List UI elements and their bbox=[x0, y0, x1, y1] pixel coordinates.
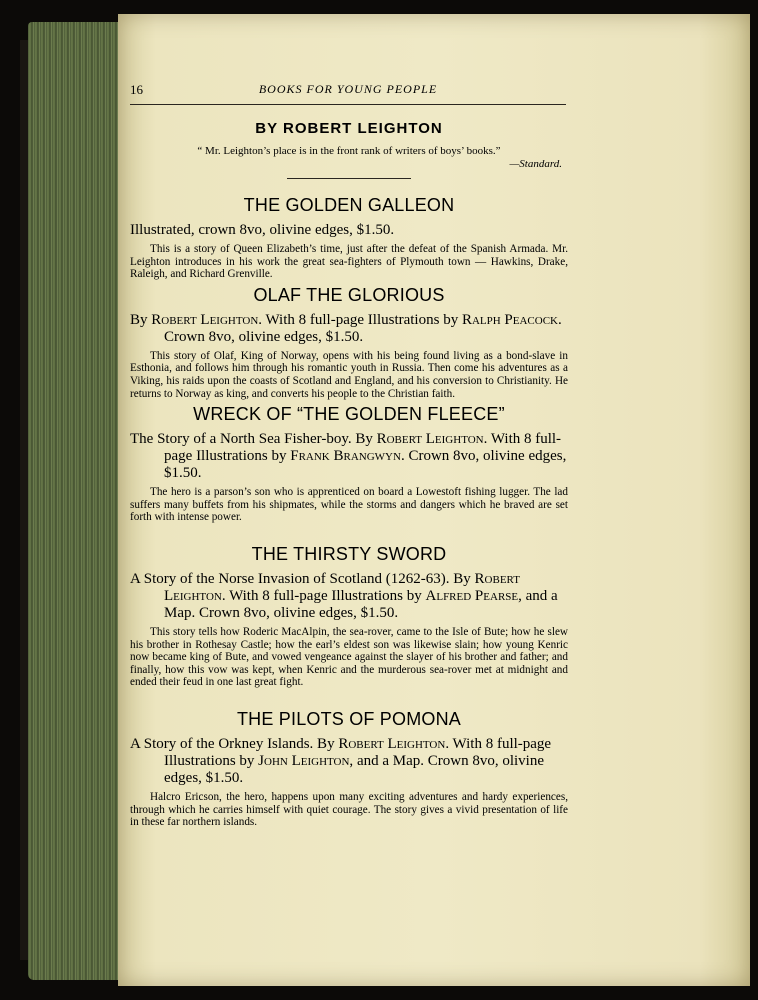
book-details: Illustrated, crown 8vo, olivine edges, $1.50. bbox=[130, 222, 395, 238]
author-quote: “ Mr. Leighton’s place is in the front rank of writers of boys’ books.” bbox=[197, 145, 501, 157]
book-description: The hero is a parson’s son who is apprenticed on board a Lowestoft fishing lugger. The lad suffers many buffets from his shipmates, while the storms and dangers which he braved are set forth with intense power. bbox=[130, 486, 568, 524]
book-description: This story of Olaf, King of Norway, opens with his being found living as a bond-slave in Esthonia, and follows him through his romantic youth in Russia. Then come his adventures as a Viking, his raids upon the coasts of Scotland and England, and his conversion to Christianity. He returns to Norway as king, and converts his people to the Christian faith. bbox=[130, 349, 568, 400]
book-entry bbox=[130, 544, 568, 689]
book-description: This is a story of Queen Elizabeth’s time, just after the defeat of the Spanish Armada. Mr. Leighton introduces in his work the great sea-fighters of Plymouth town — Hawkins, Drake, Raleigh, and Richard Grenville. bbox=[130, 243, 568, 281]
page-number: 16 bbox=[130, 82, 143, 97]
author-name: Robert Leighton. bbox=[376, 431, 488, 448]
details-mid: With 8 full-page Illustrations by bbox=[225, 587, 426, 604]
illustrator-name: Alfred Pearse, bbox=[425, 587, 522, 604]
page-header bbox=[130, 82, 566, 105]
details-by: By bbox=[130, 311, 148, 328]
illustrator-name: Ralph Peacock. bbox=[461, 311, 562, 328]
details-mid: With 8 full-page Illustrations by bbox=[262, 311, 462, 328]
details-mid: With 8 full-page Illustrations by bbox=[164, 431, 562, 465]
book-title: THE THIRSTY SWORD bbox=[251, 543, 447, 564]
illustrator-name: John Leighton, bbox=[258, 752, 354, 769]
details-end: Crown 8vo, olivine edges, $1.50. bbox=[164, 328, 364, 345]
page-content bbox=[130, 120, 568, 829]
book-description: Halcro Ericson, the hero, happens upon many exciting adventures and hardy experiences, through which he carries himself with quiet courage. The story gives a vivid presentation of life in these far northern islands. bbox=[130, 790, 568, 829]
running-head: BOOKS FOR YOUNG PEOPLE bbox=[258, 82, 438, 96]
book-title: THE PILOTS OF POMONA bbox=[236, 708, 462, 729]
book-title: THE GOLDEN GALLEON bbox=[243, 195, 455, 215]
details-mid: With 8 full-page Illustrations by bbox=[164, 735, 552, 769]
book-title: OLAF THE GLORIOUS bbox=[253, 284, 445, 305]
author-heading: BY ROBERT LEIGHTON bbox=[255, 120, 443, 137]
book-details bbox=[130, 736, 568, 787]
section-divider bbox=[287, 178, 411, 179]
book-details bbox=[130, 571, 568, 622]
author-name: Robert Leighton. bbox=[338, 735, 450, 752]
book-entry bbox=[130, 709, 568, 829]
details-end: Crown 8vo, olivine edges, $1.50. bbox=[164, 448, 567, 482]
illustrator-name: Frank Brangwyn. bbox=[290, 448, 405, 465]
book-entry bbox=[130, 195, 568, 281]
author-name: Robert Leighton. bbox=[164, 570, 520, 604]
author-name: Robert Leighton. bbox=[151, 311, 263, 328]
quote-source: —Standard. bbox=[509, 158, 562, 170]
details-start: A Story of the Norse Invasion of Scotland (1262-63). By bbox=[130, 570, 475, 587]
book-title: WRECK OF “THE GOLDEN FLEECE” bbox=[193, 404, 505, 425]
details-end: and a Map. Crown 8vo, olivine edges, $1.50. bbox=[164, 752, 544, 786]
book-entry bbox=[130, 285, 568, 400]
book-description: This story tells how Roderic MacAlpin, the sea-rover, came to the Isle of Bute; how he slew his brother in Rothesay Castle; how the earl’s eldest son was likewise slain; how young Kenric now became king of Bute, and vowed vengeance against the slayer of his brother and father; and finally, how this vow was kept, when Kenric and the murderous sea-rover met at midnight and ended their feud in one last great fight. bbox=[130, 625, 568, 689]
book-details bbox=[130, 431, 568, 482]
details-start: A Story of the Orkney Islands. By bbox=[130, 735, 339, 752]
details-end: and a Map. Crown 8vo, olivine edges, $1.50. bbox=[164, 587, 558, 621]
book-details bbox=[130, 312, 568, 346]
page-edges bbox=[28, 22, 128, 980]
book-entry bbox=[130, 404, 568, 524]
details-start: The Story of a North Sea Fisher-boy. By bbox=[130, 431, 377, 448]
